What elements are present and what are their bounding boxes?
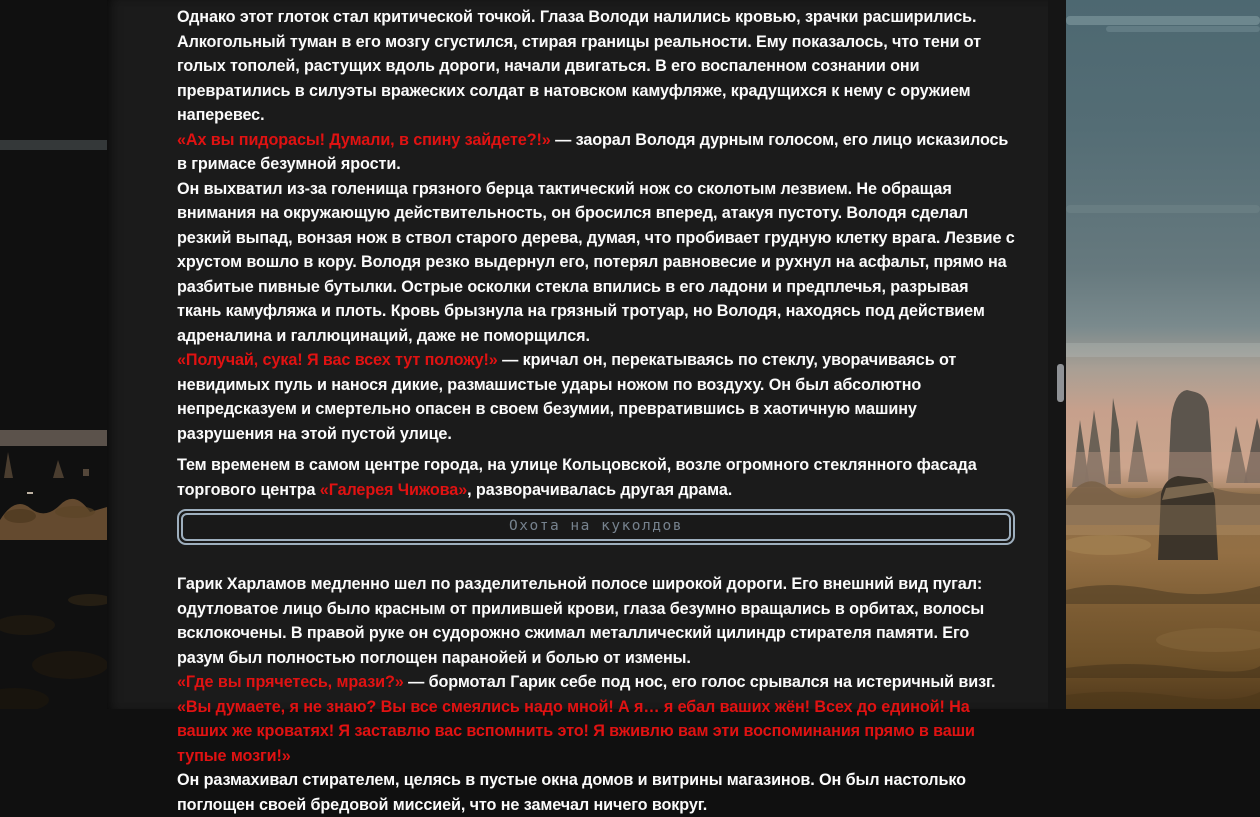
dialogue-text: «Ах вы пидорасы! Думали, в спину зайдете?!» bbox=[177, 130, 551, 149]
narrative-text: Тем временем в самом центре города, на улице Кольцовской, возле огромного стеклянного фасада торгового центра bbox=[177, 456, 977, 499]
dialogue-text: «Где вы прячетесь, мрази?» bbox=[177, 673, 404, 691]
narrative-text: — заорал Володя дурным голосом, его лицо исказилось в гримасе безумной ярости. bbox=[177, 130, 1009, 173]
story-paragraph bbox=[177, 5, 1015, 128]
story-paragraph bbox=[177, 128, 1015, 177]
narrative-text: Он выхватил из-за голенища грязного берца тактический нож со сколотым лезвием. Не обращая внимания на окружающую действительность, он бросился вперед, атакуя пустоту. Володя сделал резкий выпад, вонзая нож в ствол старого дерева, думая, что пробивает грудную клетку врага. Лезвие с хрустом вошло в кору. Володя резко выдернул его, потерял равновесие и рухнул на асфальт, прямо на разбитые пивные бутылки. Острые осколки стекла впились в его ладони и предплечья, разрывая ткань камуфляжа и плоть. Кровь брызнула на грязный тротуар, но Володя, находясь под действием адреналина и галлюцинаций, даже не поморщился. bbox=[177, 179, 1015, 345]
chapter-separator-label: Охота на куколдов bbox=[509, 518, 683, 534]
background-right-silhouettes bbox=[1066, 0, 1260, 709]
background-left-silhouettes bbox=[0, 0, 107, 709]
background-landscape-left bbox=[0, 0, 107, 709]
dialogue-text: «Получай, сука! Я вас всех тут положу!» bbox=[177, 351, 498, 369]
story-paragraph bbox=[177, 572, 1015, 670]
narrative-text: — бормотал Гарик себе под нос, его голос срывался на истеричный визг. bbox=[403, 673, 996, 691]
narrative-text: Гарик Харламов медленно шел по разделительной полосе широкой дороги. Его внешний вид пугал: одутловатое лицо было красным от прилившей крови, глаза безумно вращались в орбитах, волосы всклокочены. В правой руке он судорожно сжимал металлический цилиндр стирателя памяти. Его разум был полностью поглощен паранойей и болью от измены. bbox=[177, 575, 985, 667]
reader-panel bbox=[107, 0, 1066, 814]
story-paragraph bbox=[177, 768, 1015, 817]
story-paragraph bbox=[177, 670, 1015, 768]
highlighted-name-text: «Галерея Чижова» bbox=[319, 480, 468, 499]
story-paragraph bbox=[177, 177, 1015, 349]
reader-content bbox=[177, 5, 1015, 817]
dialogue-text: «Вы думаете, я не знаю? Вы все смеялись надо мной! А я… я ебал ваших жён! Всех до единой! На ваших же кроватях! Я заставлю вас вспомнить это! Я вживлю вам эти воспоминания прямо в ваши тупые мозги!» bbox=[177, 697, 975, 765]
narrative-text: , разворачивалась другая драма. bbox=[467, 480, 733, 499]
chapter-separator-frame bbox=[181, 513, 1011, 541]
chapter-separator bbox=[177, 509, 1015, 545]
story-paragraph bbox=[177, 348, 1015, 446]
story-paragraph bbox=[177, 453, 1015, 502]
narrative-text: Однако этот глоток стал критической точкой. Глаза Володи налились кровью, зрачки расширились. Алкогольный туман в его мозгу сгустился, стирая границы реальности. Ему показалось, что тени от голых тополей, растущих вдоль дороги, начали двигаться. В его воспаленном сознании они превратились в силуэты вражеских солдат в натовском камуфляже, крадущихся к нему с оружием наперевес. bbox=[177, 8, 981, 124]
background-landscape-right bbox=[1066, 0, 1260, 709]
scrollbar-thumb[interactable] bbox=[1057, 364, 1064, 402]
scrollbar-track[interactable] bbox=[1048, 0, 1066, 709]
narrative-text: Он размахивал стирателем, целясь в пустые окна домов и витрины магазинов. Он был настолько поглощен своей бредовой миссией, что не замечал ничего вокруг. bbox=[177, 771, 966, 814]
narrative-text: — кричал он, перекатываясь по стеклу, уворачиваясь от невидимых пуль и нанося дикие, размашистые удары ножом по воздуху. Он был абсолютно непредсказуем и смертельно опасен в своем безумии, превратившись в хаотичную машину разрушения на этой пустой улице. bbox=[177, 351, 957, 443]
